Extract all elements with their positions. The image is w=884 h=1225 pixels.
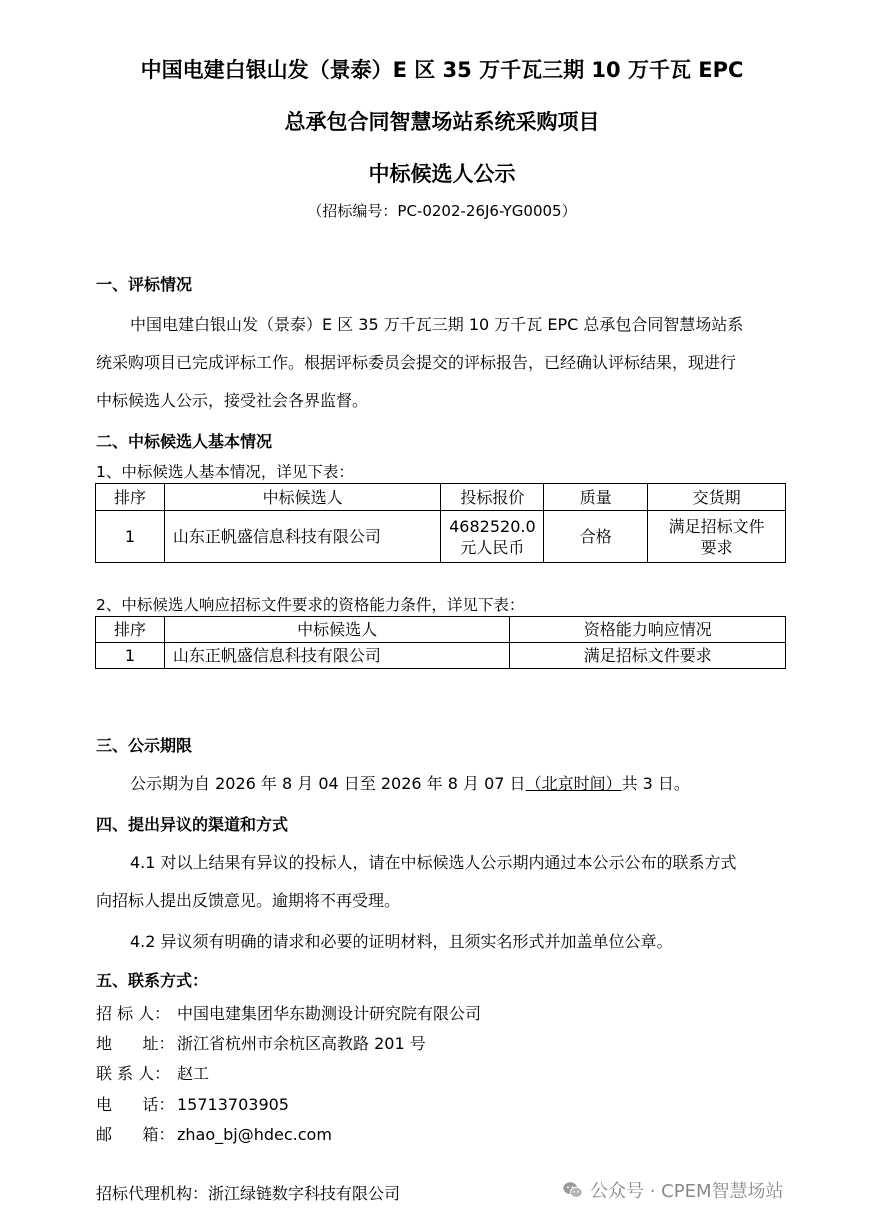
table-header-row: [96, 484, 786, 511]
table-header-cell: 交货期: [648, 484, 786, 511]
table-header-cell: 中标候选人: [164, 484, 441, 511]
publicity-period-text: [130, 771, 690, 794]
bid-price-currency: 元人民币: [460, 537, 525, 557]
rank-cell: 1: [96, 511, 165, 563]
watermark-text: 公众号 · CPEM智慧场站: [590, 1181, 784, 1202]
section-4-heading: 四、提出异议的渠道和方式: [96, 815, 289, 834]
section-1-line-3: 中标候选人公示，接受社会各界监督。: [96, 391, 369, 410]
contact-phone: [96, 1092, 289, 1115]
table-row: [96, 643, 786, 669]
contact-email: [96, 1122, 332, 1145]
section-5-heading: 五、联系方式：: [96, 971, 209, 990]
table-row: [96, 511, 786, 563]
contact-label: 招 标 人：: [96, 1004, 171, 1023]
section-1-line-1: 中国电建白银山发（景泰）E 区 35 万千瓦三期 10 万千瓦 EPC 总承包合同智慧场站系: [130, 315, 744, 334]
table-header-cell: 排序: [96, 617, 165, 643]
bid-price-cell: [441, 511, 544, 563]
table-header-cell: 质量: [544, 484, 648, 511]
contact-value: zhao_bj@hdec.com: [177, 1125, 332, 1144]
tender-agency: [96, 1181, 400, 1204]
wechat-icon: [562, 1179, 584, 1201]
candidate-basic-table: [95, 483, 786, 563]
candidate-name-cell: 山东正帆盛信息科技有限公司: [164, 643, 509, 669]
contact-label: 联 系 人：: [96, 1064, 171, 1083]
candidate-name-cell: 山东正帆盛信息科技有限公司: [164, 511, 441, 563]
contact-value: 中国电建集团华东勘测设计研究院有限公司: [177, 1004, 482, 1023]
section-3-heading: 三、公示期限: [96, 736, 193, 755]
contact-value: 15713703905: [177, 1095, 289, 1114]
bid-price-amount: 4682520.0: [449, 516, 536, 536]
contact-value: 浙江省杭州市余杭区高教路 201 号: [177, 1034, 426, 1053]
publicity-period-dates: 公示期为自 2026 年 8 月 04 日至 2026 年 8 月 07 日: [130, 774, 526, 793]
table-header-cell: 中标候选人: [164, 617, 509, 643]
delivery-line-2: 要求: [700, 537, 733, 557]
publicity-period-duration: 共 3 日。: [621, 774, 690, 793]
delivery-line-1: 满足招标文件: [668, 516, 765, 536]
contact-person: [96, 1061, 209, 1084]
delivery-cell: [648, 511, 786, 563]
table-header-cell: 排序: [96, 484, 165, 511]
section-1-line-2: 统采购项目已完成评标工作。根据评标委员会提交的评标报告，已经确认评标结果，现进行: [96, 353, 737, 372]
qualification-response-cell: 满足招标文件要求: [510, 643, 786, 669]
table-header-cell: 资格能力响应情况: [510, 617, 786, 643]
objection-p2: 4.2 异议须有明确的请求和必要的证明材料，且须实名形式并加盖单位公章。: [130, 932, 673, 951]
beijing-time-note: （北京时间）: [525, 774, 622, 793]
contact-address: [96, 1031, 426, 1054]
contact-label: 电 话：: [96, 1095, 175, 1114]
contact-label: 地 址：: [96, 1034, 175, 1053]
table-1-caption: 1、中标候选人基本情况，详见下表：: [96, 463, 354, 481]
wechat-watermark: [562, 1177, 784, 1203]
section-2-heading: 二、中标候选人基本情况: [96, 432, 273, 451]
rank-cell: 1: [96, 643, 165, 669]
contact-tenderer: [96, 1001, 481, 1024]
document-title-line2: 总承包合同智慧场站系统采购项目: [284, 110, 600, 134]
tender-number: （招标编号：PC-0202-26J6-YG0005）: [307, 202, 577, 220]
section-1-heading: 一、评标情况: [96, 275, 193, 294]
table-2-caption: 2、中标候选人响应招标文件要求的资格能力条件，详见下表：: [96, 596, 525, 614]
contact-label: 邮 箱：: [96, 1125, 175, 1144]
quality-cell: 合格: [544, 511, 648, 563]
table-header-row: [96, 617, 786, 643]
objection-p1-line2: 向招标人提出反馈意见。逾期将不再受理。: [96, 891, 401, 910]
objection-p1-line1: 4.1 对以上结果有异议的投标人，请在中标候选人公示期内通过本公示公布的联系方式: [130, 853, 737, 872]
agency-label: 招标代理机构：: [96, 1184, 209, 1203]
document-title-line1: 中国电建白银山发（景泰）E 区 35 万千瓦三期 10 万千瓦 EPC: [140, 58, 744, 82]
contact-value: 赵工: [177, 1064, 210, 1083]
qualification-table: [95, 616, 786, 669]
agency-value: 浙江绿链数字科技有限公司: [208, 1184, 401, 1203]
table-header-cell: 投标报价: [441, 484, 544, 511]
document-title-line3: 中标候选人公示: [368, 162, 516, 186]
